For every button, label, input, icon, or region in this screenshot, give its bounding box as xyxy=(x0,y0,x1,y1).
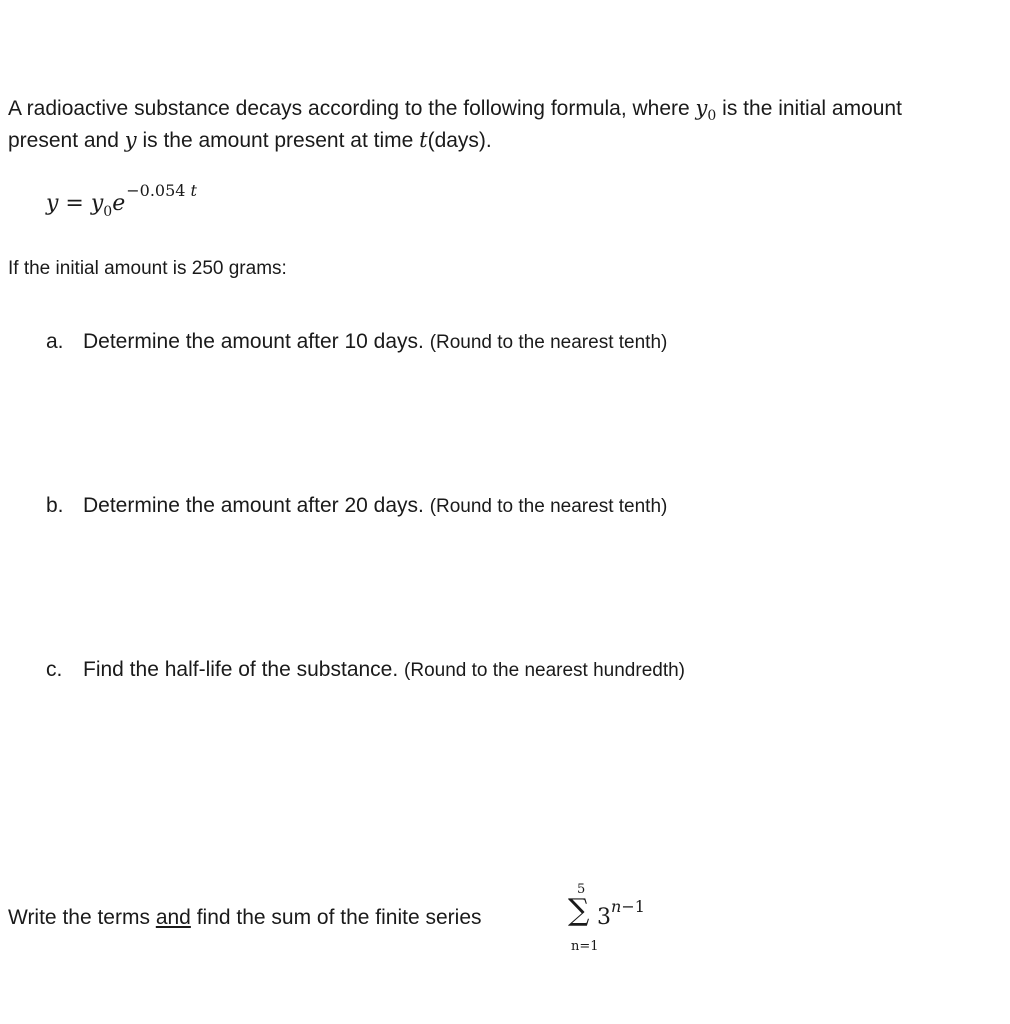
initial-amount-statement: If the initial amount is 250 grams: xyxy=(8,258,287,279)
question-text: Determine the amount after 10 days. xyxy=(83,330,430,353)
question-text: Find the half-life of the substance. xyxy=(83,658,405,681)
sigma-upper-limit: 5 xyxy=(577,882,586,897)
question-hint: (Round to the nearest hundredth) xyxy=(404,660,685,681)
formula-subscript: 0 xyxy=(103,204,113,220)
question-b xyxy=(46,494,667,518)
formula-base: e xyxy=(112,191,126,216)
intro-text-line-1 xyxy=(8,96,902,124)
initial-amount-variable: y xyxy=(695,96,708,120)
amount-variable: y xyxy=(124,128,137,152)
formula-lhs: y xyxy=(46,191,59,216)
decay-formula xyxy=(46,181,197,220)
formula-equals: = xyxy=(58,191,91,216)
formula-exponent-variable: t xyxy=(185,181,197,200)
series-text-underlined: and xyxy=(155,906,191,929)
question-a xyxy=(46,330,667,354)
intro-text: is the amount present at time xyxy=(136,129,420,152)
intro-text: (days). xyxy=(427,129,492,152)
intro-text: A radioactive substance decays according to the following formula, where xyxy=(8,97,696,120)
series-question xyxy=(8,906,482,930)
sigma-symbol: ∑ xyxy=(568,893,590,928)
term-exponent: −1 xyxy=(621,897,645,916)
time-variable: t xyxy=(419,128,428,152)
intro-text: present and xyxy=(8,129,125,152)
question-letter: a. xyxy=(46,330,64,353)
initial-amount-subscript: 0 xyxy=(707,108,717,124)
term-base: 3 xyxy=(597,905,611,930)
series-text: Write the terms xyxy=(8,906,156,929)
formula-y: y xyxy=(90,191,104,216)
series-text: find the sum of the finite series xyxy=(190,906,482,929)
question-text: Determine the amount after 20 days. xyxy=(83,494,430,517)
sigma-lower-limit: n=1 xyxy=(571,939,599,954)
question-letter: b. xyxy=(46,494,64,517)
question-letter: c. xyxy=(46,658,63,681)
question-hint: (Round to the nearest tenth) xyxy=(429,332,668,353)
question-c xyxy=(46,658,685,682)
question-hint: (Round to the nearest tenth) xyxy=(429,496,668,517)
intro-text: is the initial amount xyxy=(716,97,902,120)
series-term xyxy=(597,897,645,930)
intro-text-line-2 xyxy=(8,128,492,153)
formula-exponent: −0.054 xyxy=(126,181,186,200)
term-exponent-variable: n xyxy=(611,897,622,916)
